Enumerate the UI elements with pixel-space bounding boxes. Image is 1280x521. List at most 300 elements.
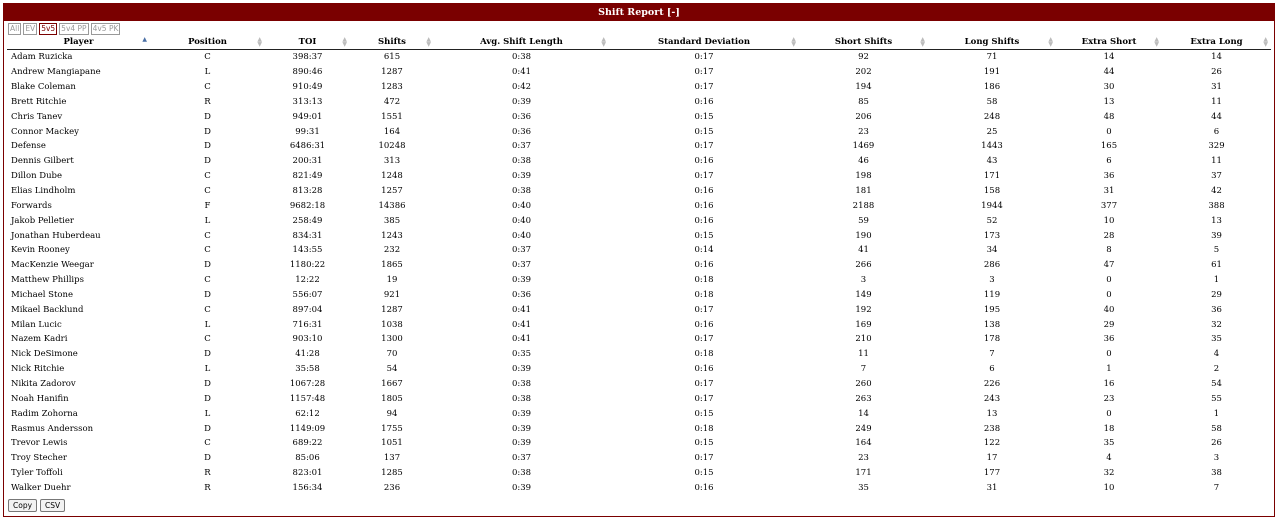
cell-player: Connor Mackey	[11, 126, 79, 137]
cell-toi: 398:37	[292, 52, 323, 63]
cell-player: Forwards	[11, 200, 52, 211]
cell-player: Jonathan Huberdeau	[11, 230, 101, 241]
cell-shifts: 54	[386, 364, 398, 375]
cell-extra-long: 36	[1211, 304, 1222, 315]
table-row	[7, 332, 1271, 347]
cell-avg-shift-length: 0:38	[511, 186, 532, 197]
cell-extra-short: 14	[1103, 52, 1115, 63]
cell-position: C	[204, 186, 211, 197]
cell-toi: 156:34	[292, 482, 323, 493]
cell-toi: 1157:48	[289, 393, 326, 404]
cell-player: Noah Hanifin	[11, 393, 69, 404]
cell-long-shifts: 186	[983, 82, 1001, 93]
cell-standard-deviation: 0:18	[694, 289, 714, 300]
cell-toi: 556:07	[292, 289, 323, 300]
column-header-avg-shift-length[interactable]	[434, 35, 609, 50]
cell-shifts: 1287	[381, 304, 403, 315]
cell-toi: 9682:18	[289, 200, 326, 211]
table-row	[7, 95, 1271, 110]
cell-toi: 35:58	[295, 364, 320, 375]
cell-shifts: 1051	[381, 438, 403, 449]
cell-standard-deviation: 0:16	[694, 186, 714, 197]
cell-shifts: 1283	[381, 82, 403, 93]
cell-short-shifts: 206	[855, 111, 872, 122]
column-header-standard-deviation[interactable]	[609, 35, 799, 50]
cell-avg-shift-length: 0:39	[511, 96, 532, 107]
cell-short-shifts: 266	[855, 260, 872, 271]
cell-long-shifts: 1944	[981, 200, 1003, 211]
cell-player: Walker Duehr	[11, 482, 71, 493]
cell-shifts: 1805	[381, 393, 403, 404]
cell-toi: 949:01	[292, 111, 323, 122]
cell-shifts: 615	[383, 52, 401, 63]
cell-long-shifts: 17	[986, 453, 998, 464]
cell-avg-shift-length: 0:37	[511, 453, 532, 464]
cell-standard-deviation: 0:14	[694, 245, 714, 256]
cell-avg-shift-length: 0:40	[511, 200, 532, 211]
cell-extra-long: 2	[1213, 364, 1220, 375]
cell-short-shifts: 92	[858, 52, 869, 63]
cell-extra-short: 36	[1103, 334, 1115, 345]
cell-player: Rasmus Andersson	[11, 423, 94, 434]
cell-long-shifts: 119	[983, 289, 1001, 300]
cell-extra-long: 3	[1213, 453, 1220, 464]
cell-extra-short: 36	[1103, 171, 1115, 182]
cell-extra-long: 32	[1211, 319, 1222, 330]
cell-player: Jakob Pelletier	[11, 215, 74, 226]
cell-toi: 99:31	[295, 126, 320, 137]
cell-avg-shift-length: 0:41	[511, 304, 532, 315]
column-header-position[interactable]	[150, 35, 265, 50]
column-header-label: Long Shifts	[964, 37, 1020, 47]
cell-standard-deviation: 0:17	[694, 393, 714, 404]
cell-standard-deviation: 0:18	[694, 349, 714, 360]
cell-toi: 1180:22	[289, 260, 326, 271]
sort-icon: ▲ ▼	[601, 36, 606, 48]
cell-extra-short: 40	[1103, 304, 1115, 315]
cell-shifts: 1248	[381, 171, 403, 182]
cell-avg-shift-length: 0:38	[511, 52, 532, 63]
cell-long-shifts: 7	[989, 349, 995, 360]
cell-player: Tyler Toffoli	[11, 468, 63, 479]
cell-toi: 813:28	[292, 186, 323, 197]
cell-extra-long: 11	[1211, 96, 1222, 107]
cell-long-shifts: 286	[983, 260, 1001, 271]
cell-extra-long: 11	[1211, 156, 1222, 167]
cell-position: D	[204, 141, 211, 152]
cell-short-shifts: 35	[858, 482, 869, 493]
cell-short-shifts: 202	[855, 67, 872, 78]
sort-icon: ▲ ▼	[342, 36, 347, 48]
cell-short-shifts: 171	[855, 468, 872, 479]
cell-shifts: 70	[386, 349, 398, 360]
cell-toi: 62:12	[295, 408, 320, 419]
cell-toi: 903:10	[292, 334, 323, 345]
cell-standard-deviation: 0:17	[694, 82, 714, 93]
cell-long-shifts: 52	[986, 215, 998, 226]
cell-player: Troy Stecher	[11, 453, 67, 464]
cell-extra-long: 35	[1211, 334, 1222, 345]
cell-toi: 200:31	[292, 156, 323, 167]
cell-avg-shift-length: 0:41	[511, 334, 532, 345]
cell-player: Mikael Backlund	[11, 304, 84, 315]
cell-avg-shift-length: 0:38	[511, 378, 532, 389]
cell-shifts: 1667	[381, 378, 403, 389]
cell-extra-short: 0	[1106, 275, 1112, 286]
cell-short-shifts: 7	[860, 364, 867, 375]
cell-standard-deviation: 0:16	[694, 319, 714, 330]
table-row	[7, 65, 1271, 80]
cell-position: D	[204, 289, 211, 300]
cell-short-shifts: 59	[858, 215, 869, 226]
cell-extra-long: 1	[1213, 408, 1220, 419]
cell-extra-long: 39	[1211, 230, 1222, 241]
cell-player: Matthew Phillips	[11, 275, 84, 286]
sort-icon: ▲ ▼	[791, 36, 796, 48]
cell-standard-deviation: 0:17	[694, 141, 714, 152]
cell-position: C	[204, 275, 211, 286]
cell-toi: 823:01	[292, 468, 323, 479]
cell-extra-long: 13	[1211, 215, 1222, 226]
shift-report-table	[7, 35, 1271, 495]
cell-toi: 689:22	[292, 438, 323, 449]
cell-avg-shift-length: 0:39	[511, 275, 532, 286]
cell-shifts: 94	[386, 408, 398, 419]
cell-position: C	[204, 82, 211, 93]
cell-extra-long: 61	[1211, 260, 1222, 271]
cell-extra-short: 35	[1103, 438, 1115, 449]
table-row	[7, 213, 1271, 228]
sort-icon: ▲ ▼	[1154, 36, 1159, 48]
filter-all[interactable]: All	[10, 24, 20, 33]
cell-avg-shift-length: 0:39	[511, 423, 532, 434]
cell-shifts: 164	[383, 126, 401, 137]
cell-extra-long: 1	[1213, 275, 1220, 286]
cell-player: Nick DeSimone	[11, 349, 78, 360]
cell-position: L	[204, 319, 211, 330]
cell-toi: 897:04	[292, 304, 323, 315]
panel-title[interactable]: Shift Report [-]	[4, 4, 1274, 21]
cell-short-shifts: 23	[858, 126, 869, 137]
table-row	[7, 169, 1271, 184]
cell-position: D	[204, 349, 211, 360]
cell-standard-deviation: 0:15	[694, 408, 714, 419]
cell-standard-deviation: 0:18	[694, 423, 714, 434]
cell-standard-deviation: 0:16	[694, 156, 714, 167]
cell-standard-deviation: 0:15	[694, 468, 714, 479]
cell-avg-shift-length: 0:40	[511, 215, 532, 226]
cell-shifts: 1243	[381, 230, 403, 241]
cell-player: Nazem Kadri	[11, 334, 68, 345]
column-header-label: Extra Short	[1081, 37, 1137, 47]
cell-toi: 1067:28	[289, 378, 326, 389]
cell-toi: 258:49	[292, 215, 323, 226]
cell-toi: 85:06	[295, 453, 320, 464]
cell-avg-shift-length: 0:37	[511, 141, 532, 152]
cell-extra-long: 31	[1211, 82, 1222, 93]
cell-standard-deviation: 0:17	[694, 334, 714, 345]
column-header-label: Avg. Shift Length	[480, 37, 563, 47]
cell-position: R	[204, 468, 211, 479]
column-header-label: Shifts	[378, 37, 406, 47]
table-header-row	[7, 35, 1271, 50]
table-row	[7, 50, 1271, 65]
cell-toi: 12:22	[295, 275, 320, 286]
cell-player: Defense	[11, 141, 46, 152]
cell-toi: 890:46	[292, 67, 323, 78]
cell-extra-short: 29	[1103, 319, 1115, 330]
cell-shifts: 1551	[381, 111, 403, 122]
cell-avg-shift-length: 0:38	[511, 156, 532, 167]
csv-button[interactable]: CSV	[40, 499, 65, 512]
filter-5v4-pp[interactable]: 5v4 PP	[61, 24, 87, 33]
table-row	[7, 451, 1271, 466]
cell-position: R	[204, 482, 211, 493]
column-header-extra-short[interactable]	[1056, 35, 1162, 50]
cell-standard-deviation: 0:15	[694, 230, 714, 241]
cell-avg-shift-length: 0:39	[511, 438, 532, 449]
cell-long-shifts: 3	[989, 275, 995, 286]
cell-extra-short: 13	[1103, 96, 1115, 107]
cell-extra-long: 44	[1211, 111, 1222, 122]
table-row	[7, 391, 1271, 406]
cell-short-shifts: 190	[855, 230, 872, 241]
cell-long-shifts: 195	[983, 304, 1001, 315]
cell-avg-shift-length: 0:36	[511, 126, 532, 137]
table-row	[7, 288, 1271, 303]
cell-extra-short: 377	[1100, 200, 1118, 211]
shift-report-panel	[3, 3, 1275, 517]
cell-extra-short: 48	[1103, 111, 1115, 122]
column-header-label: Player	[63, 37, 94, 47]
cell-avg-shift-length: 0:39	[511, 482, 532, 493]
table-row	[7, 347, 1271, 362]
cell-extra-long: 329	[1208, 141, 1225, 152]
cell-shifts: 472	[383, 96, 401, 107]
cell-toi: 6486:31	[289, 141, 326, 152]
cell-avg-shift-length: 0:41	[511, 67, 532, 78]
cell-short-shifts: 85	[858, 96, 869, 107]
cell-shifts: 137	[383, 453, 401, 464]
column-header-label: Position	[188, 37, 227, 47]
cell-avg-shift-length: 0:35	[511, 349, 532, 360]
cell-long-shifts: 1443	[981, 141, 1003, 152]
cell-player: Dennis Gilbert	[11, 156, 74, 167]
cell-position: D	[204, 260, 211, 271]
cell-player: Brett Ritchie	[11, 96, 67, 107]
cell-short-shifts: 263	[855, 393, 872, 404]
sort-icon: ▲ ▼	[426, 36, 431, 48]
cell-avg-shift-length: 0:39	[511, 364, 532, 375]
cell-short-shifts: 192	[855, 304, 872, 315]
cell-short-shifts: 249	[855, 423, 872, 434]
cell-position: C	[204, 438, 211, 449]
table-row	[7, 258, 1271, 273]
cell-short-shifts: 41	[858, 245, 869, 256]
table-body	[7, 50, 1271, 496]
table-row	[7, 109, 1271, 124]
cell-long-shifts: 191	[983, 67, 1001, 78]
table-row	[7, 124, 1271, 139]
cell-position: D	[204, 378, 211, 389]
cell-position: D	[204, 453, 211, 464]
cell-long-shifts: 6	[989, 364, 995, 375]
cell-toi: 834:31	[292, 230, 323, 241]
column-header-long-shifts[interactable]	[928, 35, 1056, 50]
cell-short-shifts: 164	[855, 438, 872, 449]
filter-ev[interactable]: EV	[25, 24, 36, 33]
cell-short-shifts: 181	[855, 186, 872, 197]
cell-standard-deviation: 0:16	[694, 482, 714, 493]
cell-avg-shift-length: 0:39	[511, 171, 532, 182]
cell-player: MacKenzie Weegar	[11, 260, 94, 271]
cell-long-shifts: 238	[983, 423, 1001, 434]
table-row	[7, 466, 1271, 481]
cell-avg-shift-length: 0:40	[511, 230, 532, 241]
cell-standard-deviation: 0:17	[694, 304, 714, 315]
cell-extra-short: 32	[1103, 468, 1115, 479]
cell-standard-deviation: 0:17	[694, 378, 714, 389]
cell-extra-long: 6	[1213, 126, 1220, 137]
cell-extra-long: 37	[1211, 171, 1222, 182]
column-header-short-shifts[interactable]	[799, 35, 928, 50]
cell-extra-short: 10	[1103, 482, 1115, 493]
cell-standard-deviation: 0:15	[694, 438, 714, 449]
cell-short-shifts: 14	[858, 408, 869, 419]
cell-short-shifts: 260	[855, 378, 872, 389]
cell-short-shifts: 210	[855, 334, 872, 345]
cell-long-shifts: 248	[983, 111, 1001, 122]
cell-long-shifts: 71	[986, 52, 998, 63]
table-row	[7, 480, 1271, 495]
cell-short-shifts: 194	[855, 82, 872, 93]
cell-extra-short: 16	[1103, 378, 1115, 389]
cell-position: C	[204, 334, 211, 345]
column-header-label: Short Shifts	[834, 37, 893, 47]
cell-player: Nikita Zadorov	[11, 378, 76, 389]
cell-player: Radim Zohorna	[11, 408, 78, 419]
cell-long-shifts: 243	[983, 393, 1001, 404]
filter-4v5-pk[interactable]: 4v5 PK	[92, 24, 119, 33]
cell-position: D	[204, 423, 211, 434]
table-row	[7, 228, 1271, 243]
cell-avg-shift-length: 0:36	[511, 289, 532, 300]
cell-position: D	[204, 126, 211, 137]
cell-avg-shift-length: 0:38	[511, 393, 532, 404]
filter-5v5[interactable]: 5v5	[41, 24, 56, 33]
cell-position: L	[204, 408, 211, 419]
cell-extra-short: 6	[1106, 156, 1112, 167]
cell-long-shifts: 25	[986, 126, 998, 137]
cell-position: C	[204, 245, 211, 256]
cell-player: Nick Ritchie	[11, 364, 65, 375]
cell-long-shifts: 43	[986, 156, 998, 167]
cell-avg-shift-length: 0:37	[511, 260, 532, 271]
cell-avg-shift-length: 0:37	[511, 245, 532, 256]
cell-position: R	[204, 96, 211, 107]
cell-toi: 821:49	[292, 171, 323, 182]
cell-extra-long: 26	[1211, 438, 1222, 449]
cell-shifts: 1300	[381, 334, 403, 345]
cell-shifts: 1038	[381, 319, 403, 330]
cell-standard-deviation: 0:17	[694, 52, 714, 63]
export-buttons	[8, 499, 65, 512]
table-row	[7, 362, 1271, 377]
column-header-label: Extra Long	[1190, 37, 1243, 47]
cell-shifts: 14386	[378, 200, 406, 211]
cell-toi: 910:49	[292, 82, 323, 93]
cell-extra-short: 0	[1106, 289, 1112, 300]
cell-toi: 143:55	[292, 245, 323, 256]
cell-player: Andrew Mangiapane	[11, 67, 101, 78]
cell-standard-deviation: 0:18	[694, 275, 714, 286]
cell-extra-long: 5	[1213, 245, 1220, 256]
cell-extra-long: 55	[1211, 393, 1222, 404]
column-header-extra-long[interactable]	[1162, 35, 1271, 50]
cell-toi: 716:31	[292, 319, 323, 330]
cell-player: Elias Lindholm	[11, 186, 76, 197]
cell-player: Dillon Dube	[11, 171, 63, 182]
table-row	[7, 139, 1271, 154]
cell-extra-short: 4	[1106, 453, 1112, 464]
cell-short-shifts: 1469	[852, 141, 875, 152]
cell-long-shifts: 31	[986, 482, 998, 493]
copy-button[interactable]: Copy	[8, 499, 37, 512]
cell-player: Adam Ruzicka	[11, 52, 73, 63]
cell-short-shifts: 46	[858, 156, 869, 167]
cell-standard-deviation: 0:16	[694, 96, 714, 107]
table-row	[7, 406, 1271, 421]
table-row	[7, 317, 1271, 332]
column-header-toi[interactable]	[265, 35, 350, 50]
table-row	[7, 421, 1271, 436]
cell-standard-deviation: 0:16	[694, 215, 714, 226]
column-header-player[interactable]	[7, 35, 150, 50]
cell-shifts: 236	[383, 482, 401, 493]
column-header-shifts[interactable]	[350, 35, 434, 50]
cell-toi: 41:28	[295, 349, 320, 360]
cell-shifts: 921	[383, 289, 401, 300]
cell-player: Blake Coleman	[11, 82, 76, 93]
table-row	[7, 154, 1271, 169]
cell-long-shifts: 171	[983, 171, 1001, 182]
cell-player: Trevor Lewis	[11, 438, 68, 449]
cell-avg-shift-length: 0:36	[511, 111, 532, 122]
cell-shifts: 19	[386, 275, 398, 286]
cell-long-shifts: 122	[983, 438, 1001, 449]
cell-short-shifts: 198	[855, 171, 872, 182]
cell-avg-shift-length: 0:41	[511, 319, 532, 330]
cell-long-shifts: 178	[983, 334, 1001, 345]
cell-shifts: 313	[383, 156, 401, 167]
cell-extra-short: 165	[1100, 141, 1118, 152]
cell-extra-long: 7	[1213, 482, 1220, 493]
cell-shifts: 1257	[381, 186, 403, 197]
cell-long-shifts: 158	[983, 186, 1001, 197]
sort-icon: ▲ ▼	[257, 36, 262, 48]
cell-short-shifts: 23	[858, 453, 869, 464]
cell-position: L	[204, 215, 211, 226]
cell-standard-deviation: 0:16	[694, 260, 714, 271]
cell-position: C	[204, 304, 211, 315]
cell-avg-shift-length: 0:42	[511, 82, 532, 93]
cell-extra-long: 388	[1208, 200, 1225, 211]
table-row	[7, 302, 1271, 317]
cell-position: F	[204, 200, 211, 211]
cell-standard-deviation: 0:15	[694, 111, 714, 122]
table-row	[7, 80, 1271, 95]
cell-position: D	[204, 393, 211, 404]
